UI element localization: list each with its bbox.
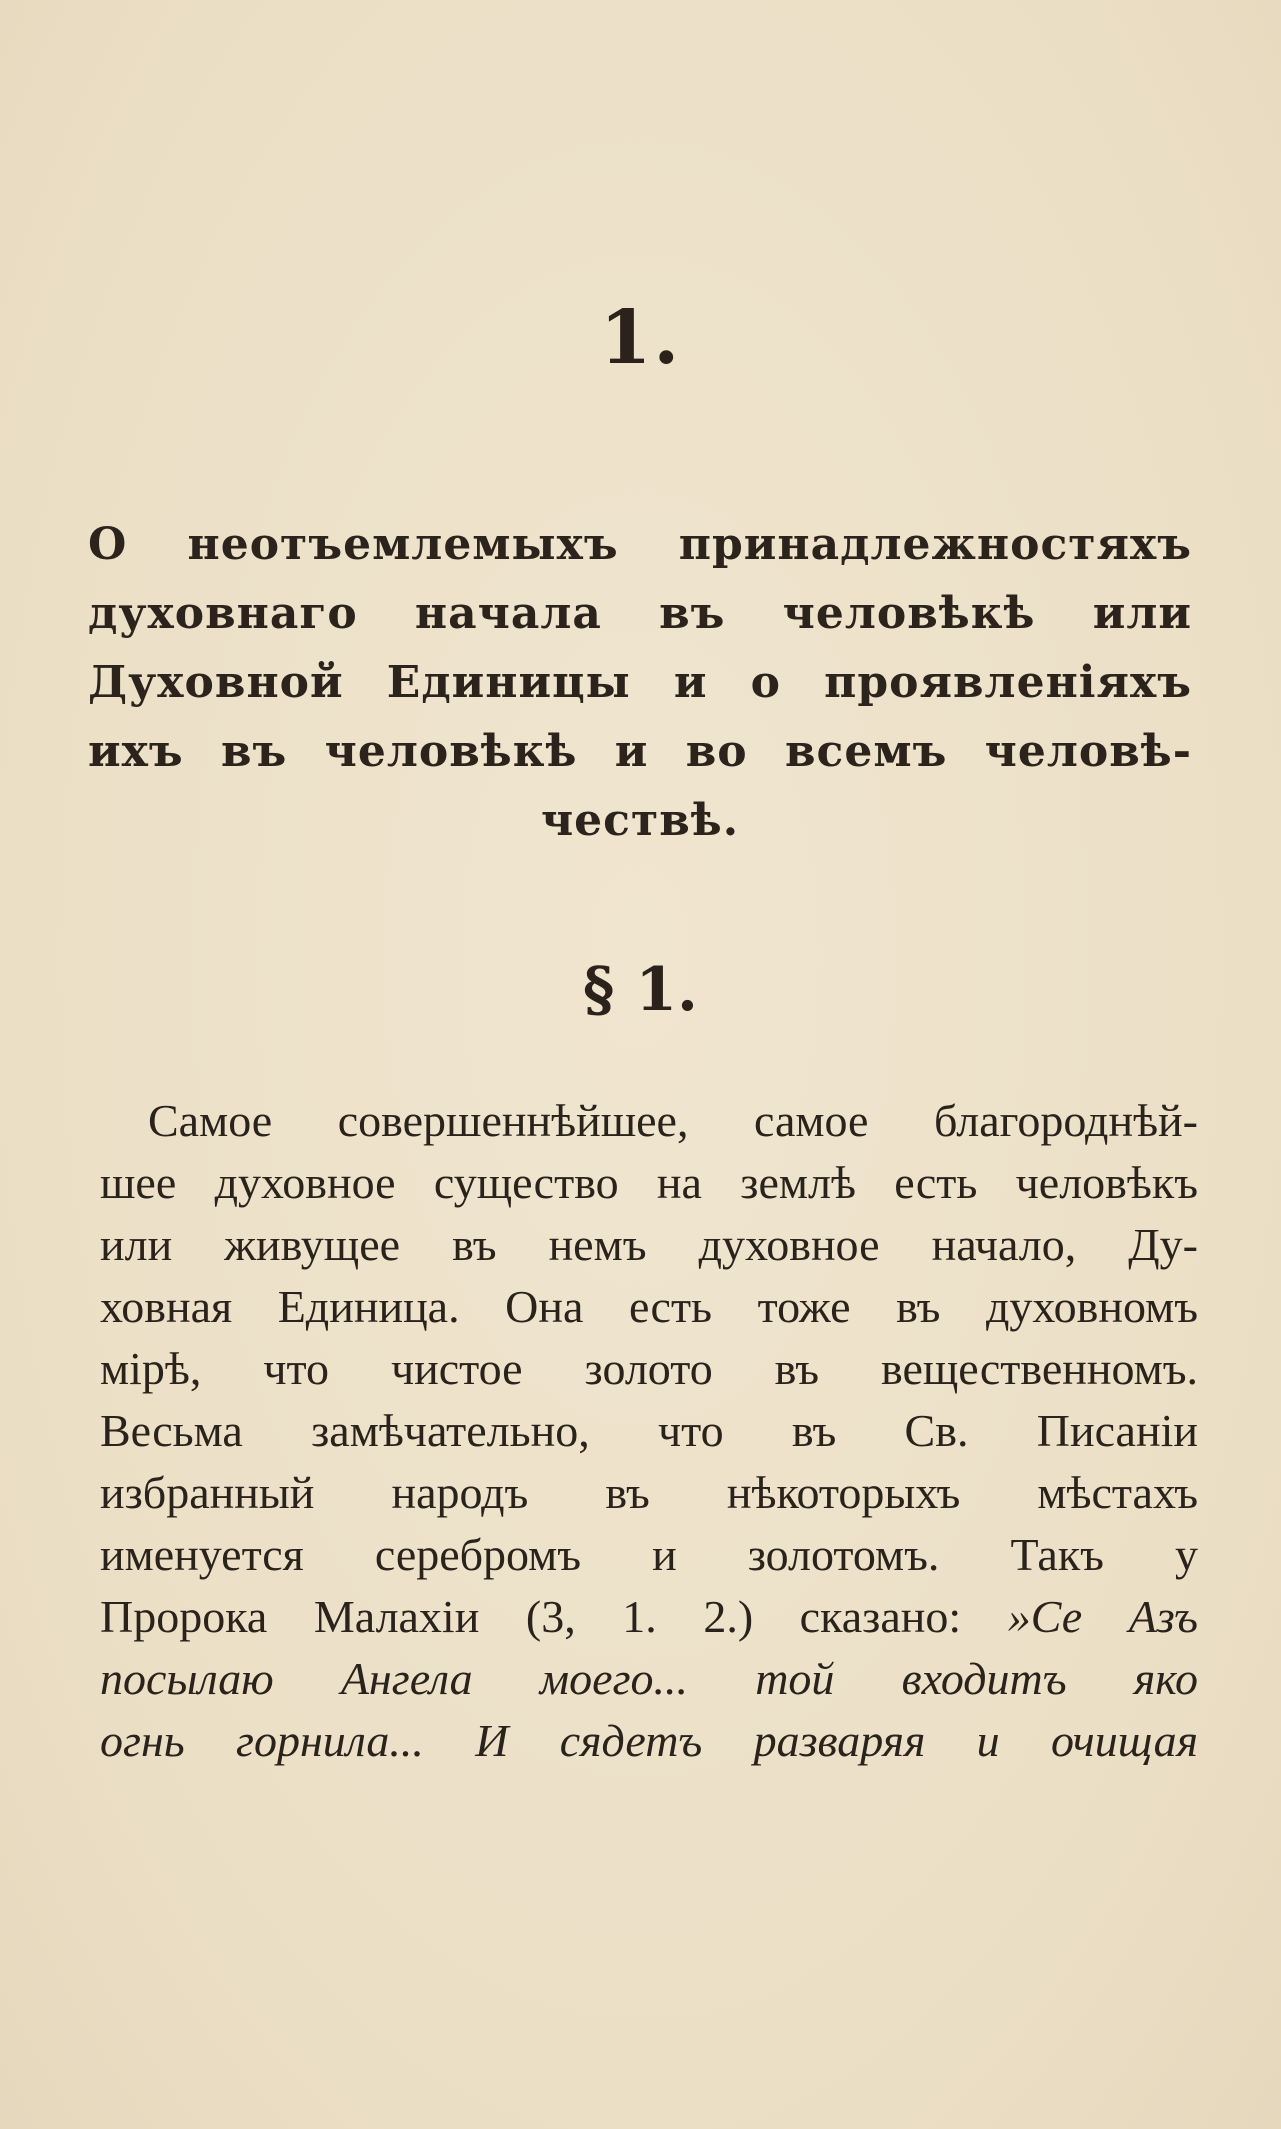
body-line: или живущее въ немъ духовное начало, Ду- [100, 1219, 1198, 1270]
chapter-number: 1. [599, 295, 682, 381]
heading-line: духовнаго начала въ человѣкѣ или [88, 588, 1192, 639]
heading-line: О неотъемлемыхъ принадлежностяхъ [88, 519, 1192, 570]
body-line: именуется серебромъ и золотомъ. Такъ у [100, 1529, 1198, 1580]
chapter-heading [88, 510, 1192, 855]
section-mark: § 1. [583, 955, 698, 1025]
body-line: шее духовное существо на землѣ есть человѣкъ [100, 1157, 1198, 1208]
body-line: мірѣ, что чистое золото въ вещественномъ. [100, 1343, 1198, 1394]
body-line: ховная Единица. Она есть тоже въ духовномъ [100, 1281, 1198, 1332]
body-line: Весьма замѣчательно, что въ Св. Писаніи [100, 1405, 1198, 1456]
body-line [100, 1586, 1198, 1648]
body-line-italic-quote: »Се Азъ [1007, 1591, 1199, 1642]
heading-line: ихъ въ человѣкѣ и во всемъ человѣ- [88, 726, 1192, 777]
body-paragraph [100, 1090, 1198, 1772]
body-line: избранный народъ въ нѣкоторыхъ мѣстахъ [100, 1467, 1198, 1518]
bleed-through-ghost-text [200, 20, 212, 73]
heading-line: Духовной Единицы и о проявленіяхъ [88, 657, 1192, 708]
heading-line: чествѣ. [540, 795, 740, 846]
body-line: огнь горнила... И сядетъ разваряя и очищая [100, 1715, 1198, 1766]
body-line-plain: Пророка Малахіи (3, 1. 2.) сказано: [100, 1591, 962, 1642]
body-line: посылаю Ангела моего... той входитъ яко [100, 1653, 1198, 1704]
body-line: Самое совершеннѣйшее, самое благороднѣй- [148, 1095, 1198, 1146]
